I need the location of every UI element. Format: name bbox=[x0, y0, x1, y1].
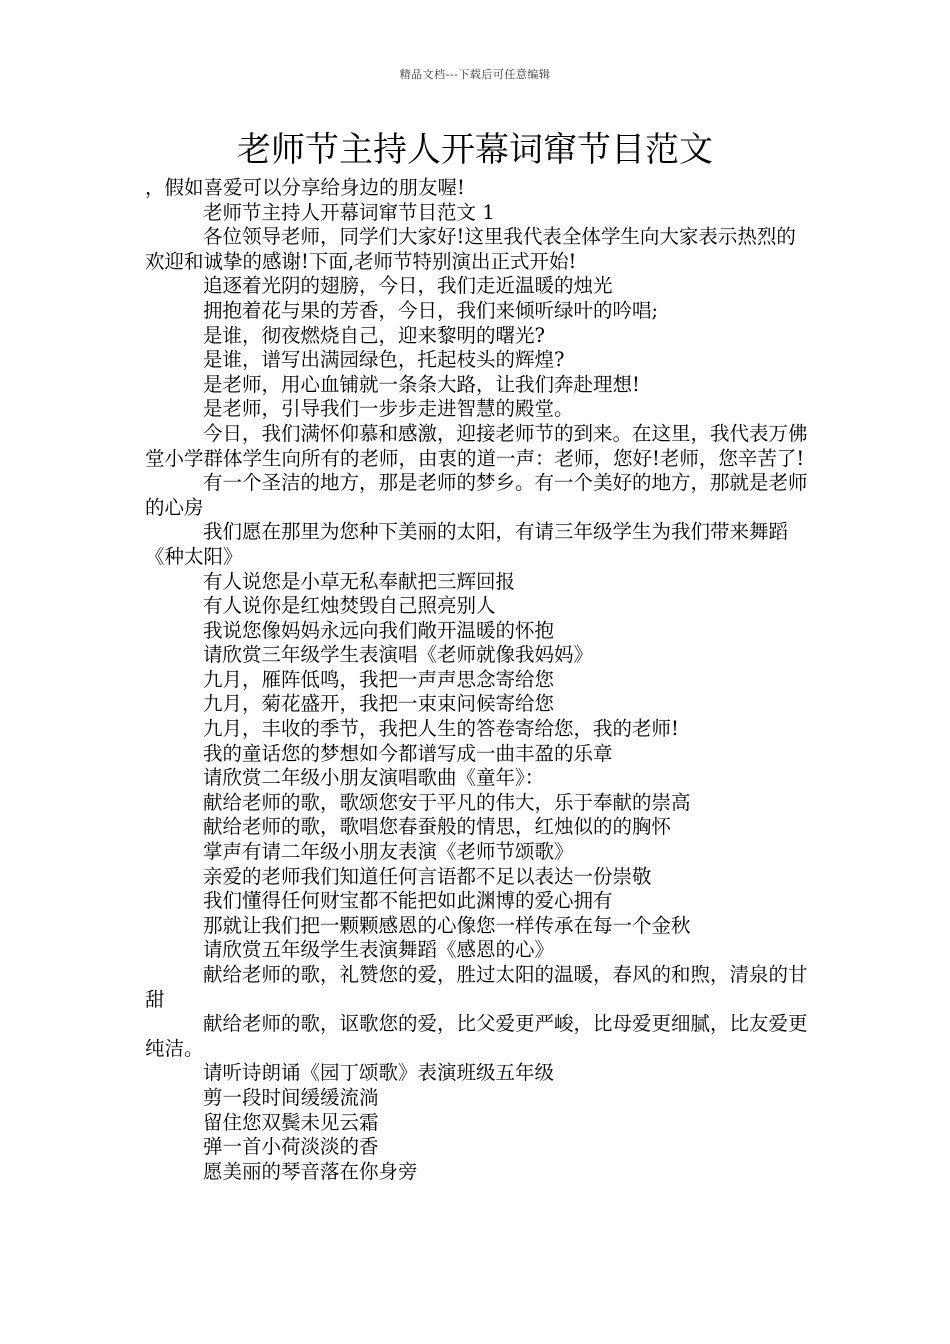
body-paragraph: 追逐着光阴的翅膀，今日，我们走近温暖的烛光 bbox=[203, 274, 613, 298]
body-paragraph: 献给老师的歌，歌唱您春蚕般的情思，红烛似的的胸怀 bbox=[203, 815, 672, 839]
body-paragraph: 献给老师的歌，歌颂您安于平凡的伟大，乐于奉献的崇高 bbox=[203, 790, 691, 814]
body-paragraph: 是谁，彻夜燃烧自己，迎来黎明的曙光? bbox=[203, 323, 545, 347]
body-paragraph: 亲爱的老师我们知道任何言语都不足以表达一份崇敬 bbox=[203, 864, 652, 888]
body-paragraph: 请听诗朗诵《园丁颂歌》表演班级五年级 bbox=[203, 1061, 555, 1085]
body-paragraph: 请欣赏五年级学生表演舞蹈《感恩的心》 bbox=[203, 938, 555, 962]
body-paragraph: 有人说你是红烛焚毁自己照亮别人 bbox=[203, 594, 496, 618]
body-paragraph: 愿美丽的琴音落在你身旁 bbox=[203, 1159, 418, 1183]
body-paragraph: 有一个圣洁的地方，那是老师的梦乡。有一个美好的地方，那就是老师的心房 bbox=[145, 471, 808, 519]
document-body bbox=[145, 176, 808, 1184]
body-paragraph: 献给老师的歌，讴歌您的爱，比父爱更严峻，比母爱更细腻，比友爱更纯洁。 bbox=[145, 1012, 808, 1060]
body-paragraph: 是老师，引导我们一步步走进智慧的殿堂。 bbox=[203, 397, 574, 421]
body-paragraph: 老师节主持人开幕词窜节目范文 1 bbox=[203, 200, 495, 224]
body-paragraph: 弹一首小荷淡淡的香 bbox=[203, 1135, 379, 1159]
body-paragraph: 九月，丰收的季节，我把人生的答卷寄给您，我的老师! bbox=[203, 717, 679, 741]
body-paragraph: 我的童话您的梦想如今都谱写成一曲丰盈的乐章 bbox=[203, 741, 613, 765]
body-paragraph: 剪一段时间缓缓流淌 bbox=[203, 1085, 379, 1109]
body-paragraph: 拥抱着花与果的芳香，今日，我们来倾听绿叶的吟唱; bbox=[203, 298, 659, 322]
body-paragraph: 有人说您是小草无私奉献把三辉回报 bbox=[203, 569, 516, 593]
body-paragraph: 是老师，用心血铺就一条条大路，让我们奔赴理想! bbox=[203, 372, 640, 396]
document-title: 老师节主持人开幕词窜节目范文 bbox=[237, 130, 713, 170]
body-paragraph: 留住您双鬓未见云霜 bbox=[203, 1110, 379, 1134]
body-paragraph: 请欣赏二年级小朋友演唱歌曲《童年》： bbox=[203, 766, 545, 790]
body-paragraph: ，假如喜爱可以分享给身边的朋友喔! bbox=[145, 176, 465, 199]
body-paragraph: 是谁，谱写出满园绿色，托起枝头的辉煌? bbox=[203, 348, 565, 372]
body-paragraph: 我们懂得任何财宝都不能把如此渊博的爱心拥有 bbox=[203, 889, 613, 913]
body-paragraph: 九月，雁阵低鸣，我把一声声思念寄给您 bbox=[203, 667, 555, 691]
body-paragraph: 掌声有请二年级小朋友表演《老师节颂歌》 bbox=[203, 840, 574, 864]
body-paragraph: 我们愿在那里为您种下美丽的太阳，有请三年级学生为我们带来舞蹈《种太阳》 bbox=[145, 520, 789, 568]
body-paragraph: 那就让我们把一颗颗感恩的心像您一样传承在每一个金秋 bbox=[203, 913, 691, 937]
body-paragraph: 九月，菊花盛开，我把一束束问候寄给您 bbox=[203, 692, 555, 716]
body-paragraph: 请欣赏三年级学生表演唱《老师就像我妈妈》 bbox=[203, 643, 594, 667]
body-paragraph: 献给老师的歌，礼赞您的爱，胜过太阳的温暖，春风的和煦，清泉的甘甜 bbox=[145, 963, 808, 1011]
body-paragraph: 今日，我们满怀仰慕和感激，迎接老师节的到来。在这里，我代表万佛堂小学群体学生向所有的老师，由衷的道一声：老师，您好!老师，您辛苦了! bbox=[145, 421, 808, 470]
body-paragraph: 各位领导老师，同学们大家好!这里我代表全体学生向大家表示热烈的欢迎和诚挚的感谢!下面,老师节特别演出正式开始! bbox=[145, 225, 796, 273]
page-header-note: 精品文档---下载后可任意编辑 bbox=[399, 68, 551, 81]
body-paragraph: 我说您像妈妈永远向我们敞开温暖的怀抱 bbox=[203, 618, 555, 642]
